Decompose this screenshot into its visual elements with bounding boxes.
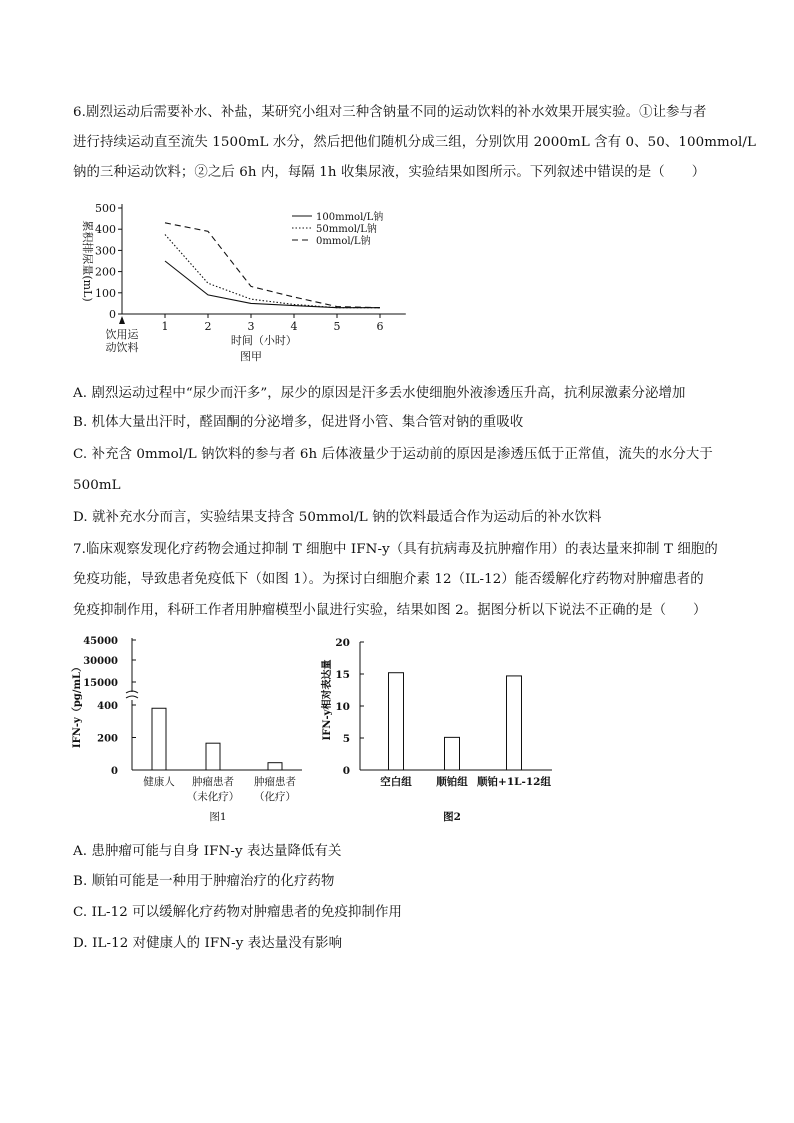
x-tick-label: 1 xyxy=(161,320,169,333)
figure-jia-line-chart xyxy=(70,196,410,366)
q7-stem-line-3: 免疫抑制作用，科研工作者用肿瘤模型小鼠进行实验，结果如图 2。据图分析以下说法不正确的是（ ） xyxy=(73,603,707,618)
q7-stem-line-2: 免疫功能，导致患者免疫低下（如图 1）。为探讨白细胞介素 12（IL-12）能否缓解化疗药物对肿瘤患者的 xyxy=(73,572,704,587)
q6-option-c-cont: 500mL xyxy=(73,478,121,493)
y-tick-label: 15000 xyxy=(83,678,118,689)
figure-2-bar-chart xyxy=(320,630,570,830)
q6-option-c: C. 补充含 0mmol/L 钠饮料的参与者 6h 后体液量少于运动前的原因是渗透压低于正常值，流失的水分大于 xyxy=(73,447,713,462)
y-tick-label: 10 xyxy=(335,701,350,713)
category-label: 顺铂+1L-12组 xyxy=(477,776,551,788)
x-tick-label: 5 xyxy=(333,320,341,333)
q7-option-a: A. 患肿瘤可能与自身 IFN-y 表达量降低有关 xyxy=(73,844,342,859)
y-tick-label: 0 xyxy=(111,766,118,777)
x-tick-label: 4 xyxy=(290,320,298,333)
q7-stem-line-1: 7.临床观察发现化疗药物会通过抑制 T 细胞中 IFN-y（具有抗病毒及抗肿瘤作用）的表达量来抑制 T 细胞的 xyxy=(73,542,718,557)
bar xyxy=(152,708,166,770)
chart-title: 图甲 xyxy=(240,350,262,363)
x-start-label: 饮用运 xyxy=(105,328,139,341)
bar xyxy=(507,676,522,770)
y-tick-label: 5 xyxy=(342,733,350,745)
x-tick-label: 6 xyxy=(376,320,384,333)
legend-label: 50mmol/L钠 xyxy=(316,224,377,235)
y-axis-label: 累积排尿量(mL) xyxy=(81,220,94,302)
category-label: 顺铂组 xyxy=(436,776,468,788)
chart-title: 图2 xyxy=(443,811,461,823)
q6-option-d: D. 就补充水分而言，实验结果支持含 50mmol/L 钠的饮料最适合作为运动后的补水饮料 xyxy=(73,510,602,525)
y-tick-label: 30000 xyxy=(83,656,118,667)
y-tick-label: 0 xyxy=(342,765,350,777)
axis-break-mark xyxy=(126,696,138,698)
bar xyxy=(268,763,282,770)
legend-label: 0mmol/L钠 xyxy=(316,236,371,247)
y-tick-label: 300 xyxy=(95,244,116,258)
y-tick-label: 400 xyxy=(97,701,118,712)
y-tick-label: 200 xyxy=(95,265,116,279)
y-tick-label: 20 xyxy=(335,637,350,649)
x-tick-label: 3 xyxy=(247,320,255,333)
bar xyxy=(389,673,404,770)
x-axis-label: 时间（小时） xyxy=(230,334,297,347)
category-label: 空白组 xyxy=(380,776,412,788)
series-line xyxy=(165,261,380,308)
q7-option-d: D. IL-12 对健康人的 IFN-y 表达量没有影响 xyxy=(73,936,343,951)
y-tick-label: 500 xyxy=(95,202,116,215)
y-tick-label: 15 xyxy=(335,669,350,681)
x-tick-label: 2 xyxy=(204,320,212,333)
bar xyxy=(206,743,220,770)
q7-option-c: C. IL-12 可以缓解化疗药物对肿瘤患者的免疫抑制作用 xyxy=(73,905,402,920)
q6-option-b: B. 机体大量出汗时，醛固酮的分泌增多，促进肾小管、集合管对钠的重吸收 xyxy=(73,415,524,430)
category-label: 肿瘤患者 xyxy=(192,776,234,788)
y-axis-label: IFN-y（pg/mL） xyxy=(72,661,83,749)
category-label: 肿瘤患者 xyxy=(254,776,296,788)
y-tick-label: 200 xyxy=(97,733,118,745)
figure-1-bar-chart xyxy=(70,630,310,830)
q6-stem-line-2: 进行持续运动直至流失 1500mL 水分，然后把他们随机分成三组，分别饮用 2000mL 含有 0、50、100mmol/L xyxy=(73,135,756,150)
y-tick-label: 400 xyxy=(95,223,116,237)
q6-option-a: A. 剧烈运动过程中“尿少而汗多”，尿少的原因是汗多丢水使细胞外液渗透压升高，抗利尿激素分泌增加 xyxy=(73,386,686,401)
y-tick-label: 100 xyxy=(95,286,116,300)
chart-title: 图1 xyxy=(209,811,227,823)
category-label: （化疗） xyxy=(254,791,296,803)
q6-stem-line-1: 6.剧烈运动后需要补水、补盐，某研究小组对三种含钠量不同的运动饮料的补水效果开展实验。①让参与者 xyxy=(73,105,707,120)
origin-arrow xyxy=(119,316,125,324)
y-tick-label: 45000 xyxy=(83,636,118,647)
y-axis-label: IFN-y相对表达量 xyxy=(322,659,333,741)
category-label: （未化疗） xyxy=(186,791,240,803)
category-label: 健康人 xyxy=(143,776,175,788)
x-start-label: 动饮料 xyxy=(105,341,139,354)
q6-stem-line-3: 钠的三种运动饮料；②之后 6h 内，每隔 1h 收集尿液，实验结果如图所示。下列叙述中错误的是（ ） xyxy=(73,165,706,180)
legend-label: 100mmol/L钠 xyxy=(316,212,384,223)
bar xyxy=(445,737,460,770)
q7-option-b: B. 顺铂可能是一种用于肿瘤治疗的化疗药物 xyxy=(73,874,335,889)
y-tick-label: 0 xyxy=(109,308,116,321)
